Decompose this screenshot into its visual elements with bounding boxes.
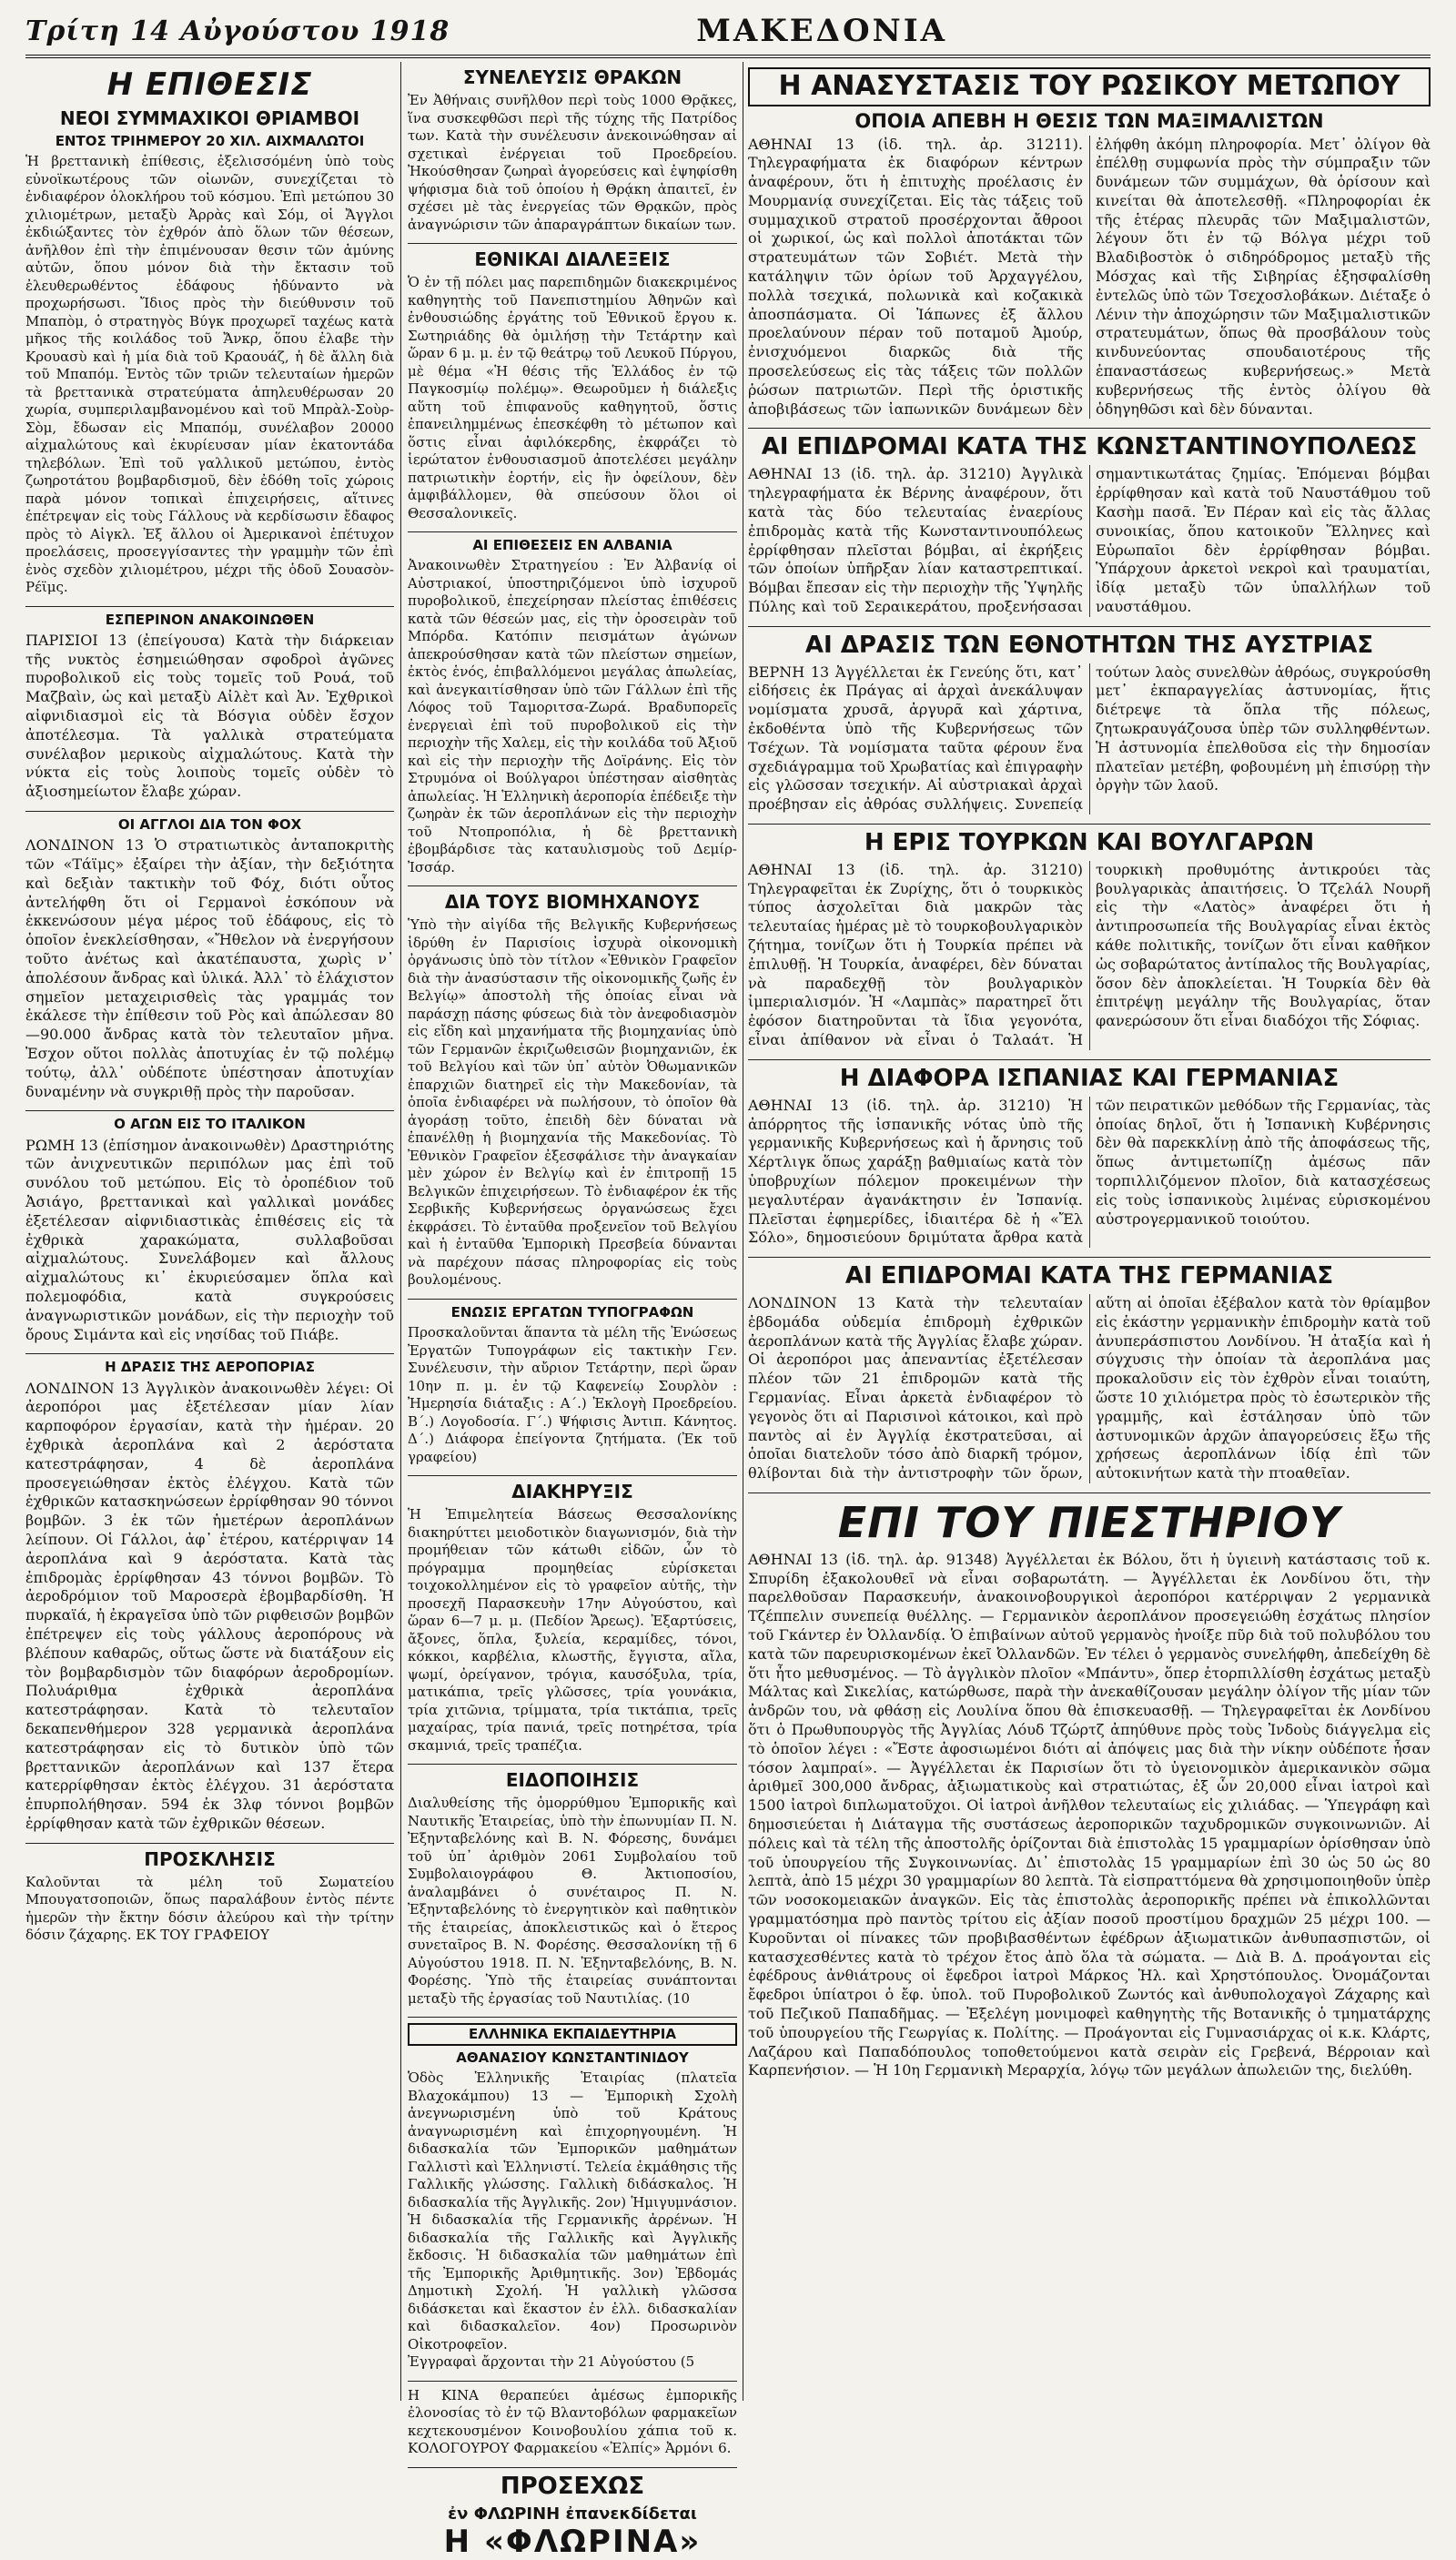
article-industrialists xyxy=(408,892,737,1290)
article-body: ΛΟΝΔΙΝΟΝ 13 Κατὰ τὴν τελευταίαν ἑβδομάδα οὐδεμία ἐπιδρομὴ ἐχθρικῶν ἀεροπλάνων κατὰ τῆς Ἀγγλίας ἔλαβε χώραν. Οἱ ἀεροπόροι μας ἀπεναντίας ἐξετέλεσαν πλέον τῶν 21 ἐπιδρομῶν κατὰ τῆς Γερμανίας. Εἶναι ἀρκετὰ ἐνδιαφέρον τὸ γεγονὸς ὅτι αἱ Παρισινοὶ κάτοικοι, καὶ πρὸ παντὸς αἱ ἐν Ἀγγλίᾳ ἐκστρατεῦσαι, αἱ ὁποῖαι διατελοῦν τόσο ἀπὸ διαρκῆ τρόμον, θλίβονται διὰ τὴν ἀντιστροφὴν τῶν ὅρων, αὕτη αἱ ὁποῖαι ἐξέβαλον κατὰ τὸν θρίαμβον εἰς ἑκάστην γερμανικὴν ἐπιδρομὴν κατὰ τοῦ ἀνυπεράσπιστου Λονδίνου. Ἡ ἀταξία καὶ ἡ σύγχυσις τὴν ὁποίαν τὰ ἀεροπλάνα μας προκαλοῦσιν εἰς τὸν ἐχθρὸν εἶναι τοιαύτη, ὥστε 10 χιλιόμετρα πρὸς τὸ ἐσωτερικὸν τῆς γραμμῆς, καὶ ἐστάλησαν ὑπὸ τῶν ἀστυνομικῶν ἀρχῶν ἀπαγορεύσεις ἔξω τῆς χρήσεως ἀεροπλάνων ἰδίᾳ ἐπὶ τῶν αὐτοκινήτων κατὰ τὴν πτοαθεῖαν. xyxy=(748,1294,1431,1482)
article-body: Ἐν Ἀθήναις συνῆλθον περὶ τοὺς 1000 Θρᾷκες, ἵνα συσκεφθῶσι περὶ τῆς τύχης τῆς Πατρίδος των. Κατὰ τὴν συνέλευσιν ἀνεκοινώθησαν αἱ σχετικαὶ ἐνέργειαι τοῦ Προεδρείου. Ἠκούσθησαν ζωηραὶ ἀγορεύσεις καὶ ἐψηφίσθη ψήφισμα διὰ τοῦ ὁποίου ἡ Θρᾴκη ἀπαιτεῖ, ἐν σχέσει μὲ τὰς ἐνεργείας τῶν Θρᾳκῶν, πρὸς ἀναγνώρισιν τῶν ἀπαραγράπτων δικαίων των. xyxy=(408,92,737,233)
article-body: Καλοῦνται τὰ μέλη τοῦ Σωματείου Μπουγατσοποιῶν, ὅπως παραλάβουν ἐντὸς πέντε ἡμερῶν τὴν ἔκτην δόσιν ἀλεύρου καὶ τὴν τρίτην δόσιν ζάχαρης. ΕΚ ΤΟΥ ΓΡΑΦΕΙΟΥ xyxy=(25,1873,394,1944)
divider xyxy=(25,1110,394,1111)
article-title: ΑΙ ΕΠΙΔΡΟΜΑΙ ΚΑΤΑ ΤΗΣ ΓΕΡΜΑΝΙΑΣ xyxy=(844,1262,1334,1290)
article-body: ΑΘΗΝΑΙ 13 (ἰδ. τηλ. ἀρ. 31211). Τηλεγραφήματα ἐκ διαφόρων κέντρων ἀναφέρουν, ὅτι ἡ ἐπιτυχὴς προέλασις ἐν Μουρμανίᾳ συνεχίζεται. Εἰς τὰς τάξεις τοῦ συμμαχικοῦ στρατοῦ προσέρχονται ἄθροοι οἱ χωρικοί, ὡς καὶ πολλοὶ ἀποτάκται τῶν στρατευμάτων τῶν Σοβιέτ. Μετὰ τὴν κατάληψιν τῶν ὁρίων τοῦ Ἀρχαγγέλου, πολλὰ τσεχικά, πολωνικὰ καὶ κοζακικὰ ἀποσπάσματα. Οἱ Ἰάπωνες ἐξ ἄλλου προελαύνουν πέραν τοῦ ποταμοῦ Ἀμούρ, ἐνισχυόμενοι διαρκῶς διὰ τῆς προσελεύσεως εἰς τὰς τάξεις τῶν πολλῶν ῥώσων πατριωτῶν. Περὶ τῆς ὁριστικῆς ἀποβιβάσεως τῶν ἰαπωνικῶν δυνάμεων δὲν ἐλήφθη ἀκόμη πληροφορία. Μετ᾽ ὀλίγον θὰ ἐπέλθῃ συμφωνία πρὸς τὴν σύμπραξιν τῶν δυνάμεων τῶν συμμάχων, θὰ ὁρίσουν καὶ κινείται θὰ ἀποτελεσθῇ. «Πληροφορίαι ἐκ τῆς ἑτέρας πλευρᾶς τῶν Μαξιμαλιστῶν, λέγουν ὅτι ἐν τῷ Βόλγα μέχρι τοῦ Βλαδιβοστὸκ ὁ σιδηρόδρομος μεταξὺ τῆς Μόσχας καὶ τῆς Σιβηρίας ἐξησφαλίσθη ἐντελῶς ὑπὸ τῶν Τσεχοσλοβάκων. Διέταξε ὁ Λένιν τὴν ἀποχώρησιν τῶν Μαξιμαλιστικῶν στρατευμάτων, ὅπως θὰ προσβάλουν τοὺς κινδυνεύοντας σπουδαιοτέρους τῆς ἐπαναστάσεως κυβερνήσεως.» Μετὰ κυβερνήσεως τῆς ἐντὸς ὀλίγου θὰ ὁδηγηθῶσι καὶ δὲν δύνανται. xyxy=(748,135,1431,418)
article-italian-front xyxy=(25,1117,394,1344)
article-spain-germany xyxy=(748,1066,1431,1248)
article-title: ΔΙΑΚΗΡΥΞΙΣ xyxy=(511,1481,633,1503)
divider xyxy=(408,531,737,532)
column-1 xyxy=(25,62,394,2401)
column-2 xyxy=(408,62,737,2560)
divider xyxy=(25,811,394,812)
article-proclamation xyxy=(408,1482,737,1755)
column-rule xyxy=(400,62,401,2401)
masthead xyxy=(25,7,1431,58)
article-albania xyxy=(408,538,737,876)
article-title: Ο ΑΓΩΝ ΕΙΣ ΤΟ ΙΤΑΛΙΚΟΝ xyxy=(114,1116,306,1133)
article-title: ΑΙ ΕΠΙΔΡΟΜΑΙ ΚΑΤΑ ΤΗΣ ΚΩΝΣΤΑΝΤΙΝΟΥΠΟΛΕΩΣ xyxy=(761,433,1418,461)
article-national-lectures xyxy=(408,249,737,522)
article-title: ΣΥΝΕΛΕΥΣΙΣ ΘΡΑΚΩΝ xyxy=(462,66,682,88)
article-title: ΑΙ ΔΡΑΣΙΣ ΤΩΝ ΕΘΝΟΤΗΤΩΝ ΤΗΣ ΑΥΣΤΡΙΑΣ xyxy=(804,631,1374,659)
article-body: ΑΘΗΝΑΙ 13 (ἰδ. τηλ. ἀρ. 31210) Τηλεγραφεῖται ἐκ Ζυρίχης, ὅτι ὁ τουρκικὸς τύπος ἀσχολεῖται διὰ μακρῶν τὰς τελευταίας ἡμέρας μὲ τὸ τουρκοβουλγαρικὸν ζήτημα, τονίζων ὅτι ἡ Τουρκία πρέπει νὰ ἐπιλυθῇ. Ἡ Τουρκία, ἀναφέρει, δὲν δύναται νὰ παραδεχθῇ τὸν βουλγαρικὸν ἰμπεριαλισμόν. Ἡ «Λαμπὰς» παρατηρεῖ ὅτι ἐφόσον διατηροῦνται τὰ ἴδια γεγονότα, εἶναι ἀπίθανον νὰ εἶναι ὁ Ταλαάτ. Ἡ τουρκικὴ προθυμότης ἀντικρούει τὰς βουλγαρικὰς ἀπαιτήσεις. Ὁ Τζελάλ Νουρῆ εἰς τὴν «Λατὸς» ἀναφέρει ὅτι ἡ ἀντιπροσωπεία τῆς Βουλγαρίας εἶναι ἐκτὸς κάθε πολιτικῆς, τονίζων ὅτι εἶναι καθῆκον ὡς σοβαρώτατος ἀντίπαλος τῆς Βουλγαρίας, ὅσον δὲν ἀποκλείεται. Ἡ Τουρκία δὲν θὰ ἐπιτρέψῃ μεγάλην τῆς Βουλγαρίας, ὅταν φανερώσουν ὅτι εἶναι διαδόχοι τῆς Σόφιας. xyxy=(748,860,1431,1049)
article-title: Η ΕΠΙΘΕΣΙΣ xyxy=(106,66,313,103)
article-body: ΑΘΗΝΑΙ 13 (ἰδ. τηλ. ἀρ. 31210) Ἡ ἀπόρρητος τῆς ἰσπανικῆς νότας ὑπὸ τῆς γερμανικῆς Κυβερνήσεως καὶ ἡ ἄρνησις τοῦ Χέρτλιγκ ὅπως χαράξῃ βαθμιαίως κατὰ τὸν ὑποβρυχίων πόλεμον προκειμένων τὴν μεγαλυτέραν ἀγανάκτησιν ἐν Ἰσπανίᾳ. Πλεῖσται ἐφημερίδες, ἰδιαιτέρα δὲ ἡ «Ἔλ Σόλο», δημοσιεύουν δριμύτατα ἄρθρα κατὰ τῶν πειρατικῶν μεθόδων τῆς Γερμανίας, τὰς ὁποίας δηλοῖ, ὅτι ἡ Ἰσπανικὴ Κυβέρνησις δὲν θὰ παρεκκλίνῃ ἀπὸ τῆς ἀποφάσεως τῆς, ὅπως ἀντιμετωπίζῃ ἀμέσως πᾶν τορπιλλιζόμενον πλοῖον, διὰ κατασχέσεως εἰς τοὺς ἰσπανικοὺς λιμένας εὑρισκομένου αὐστρογερμανικοῦ τοιούτου. xyxy=(748,1096,1431,1247)
article-title: ΕΛΛΗΝΙΚΑ ΕΚΠΑΙΔΕΥΤΗΡΙΑ xyxy=(408,2023,737,2046)
article-title: Η ΕΡΙΣ ΤΟΥΡΚΩΝ ΚΑΙ ΒΟΥΛΓΑΡΩΝ xyxy=(864,828,1315,856)
article-english-foch xyxy=(25,817,394,1101)
article-body: Ὁ ἐν τῇ πόλει μας παρεπιδημῶν διακεκριμένος καθηγητὴς τοῦ Πανεπιστημίου Ἀθηνῶν καὶ ἐνθουσιώδης ἐργάτης τοῦ Ἐθνικοῦ ἔργου κ. Σωτηριάδης θὰ ὁμιλήσῃ τὴν Τετάρτην καὶ ὥραν 6 μ. μ. ἐν τῷ θεάτρῳ τοῦ Λευκοῦ Πύργου, μὲ θέμα «Ἡ θέσις τῆς Ἑλλάδος ἐν τῷ Παγκοσμίῳ πολέμῳ». Θεωροῦμεν ἡ διάλεξις αὕτη τοῦ ἐπιφανοῦς καθηγητοῦ, ὅστις ἐπανειλημμένως ἐπεσκέφθη τὸ μέτωπον καὶ ὅστις εἶναι ἀφιλόκερδης, ἐκφράζει τὸ ἱερώτατον ἐνθουσιασμοῦ ἀποτελέσει μεγάλην πατριωτικὴν ἑορτήν, εἰς ἣν ὀφείλουν, δὲν ἀμφιβάλλομεν, θὰ σπεύσουν ὅλοι οἱ Θεσσαλονικεῖς. xyxy=(408,274,737,521)
newspaper-name: ΜΑΚΕΔΟΝΙΑ xyxy=(696,13,948,49)
divider xyxy=(25,606,394,607)
divider xyxy=(748,1059,1431,1060)
article-title: ΕΣΠΕΡΙΝΟΝ ΑΝΑΚΟΙΝΩΘΕΝ xyxy=(105,611,315,628)
divider xyxy=(408,2381,737,2382)
divider xyxy=(408,243,737,244)
divider xyxy=(748,1492,1431,1493)
divider xyxy=(408,885,737,886)
article-title: ΕΠΙ ΤΟΥ ΠΙΕΣΤΗΡΙΟΥ xyxy=(837,1497,1341,1547)
article-line: ἐν ΦΛΩΡΙΝΗ ἐπανεκδίδεται xyxy=(448,2504,697,2524)
article-body: ΑΘΗΝΑΙ 13 (ἰδ. τηλ. ἀρ. 91348) Ἀγγέλλεται ἐκ Βόλου, ὅτι ἡ ὑγιεινὴ κατάστασις τοῦ κ. Σπυρίδη ἐξακολουθεῖ νὰ εἶναι σοβαρωτάτη. — Ἀγγέλλεται ἐκ Λονδίνου ὅτι, τὴν παρελθοῦσαν Παρασκευήν, ἀνακοινοβουργικοὶ ἀεροπόροι κατέρριψαν 2 γερμανικὰ Τζέππελιν συνεπείᾳ θυέλλης. — Γερμανικὸν ἀεροπλάνον προσεγειώθη ἐσχάτως πλησίον τοῦ Γκάντερ ἐν Ὀλλανδίᾳ. Ὁ ἐπιβαίνων αὐτοῦ γερμανὸς ἠνοίξε πῦρ διὰ τοῦ πολυβόλου του κατὰ τῶν παρευρισκομένων ἐκεῖ Ὀλλανδῶν. Ἐν τέλει ὁ γερμανὸς συνελήφθη, ἀπεδείχθη δὲ ὅτι ἦτο μεθυσμένος. — Τὸ ἀγγλικὸν πλοῖον «Μπάντυ», ὅπερ ἐτορπιλλίσθη ἐσχάτως μεταξὺ Μάλτας καὶ Σικελίας, κατώρθωσε, παρὰ τὴν ἀνεκαθίζουσαν μεγάλην ὀλίγον τῆς μίαν τῶν ἀνδρῶν του, νὰ φθάσῃ εἰς Λουλίνα ὅπου θὰ ἐπισκευασθῇ. — Τηλεγραφεῖται ἐκ Λονδίνου ὅτι ὁ Πρωθυπουργὸς τῆς Ἀγγλίας Λόυδ Τζώρτζ ἀπηύθυνε πρὸς τοὺς Ἰνδοὺς διάγγελμα εἰς τὸ ὁποῖον λέγει : «Ἔστε ἀφοσιωμένοι διότι αἱ ἀπόψεις μας διὰ τὴν νίκην οὐδέποτε ἦσαν τόσον λαμπραί». — Ἀγγέλλεται ἐκ Παρισίων ὅτι τὸ ὑγειονομικὸν ἀμερικανικὸν σῶμα ἀριθμεῖ 300,000 ἄνδρας, ἀξιωματικοὺς καὶ στρατιώτας, ἐξ ὧν 20,000 εἶναι ἰατροὶ καὶ 1500 ἰατροὶ διπλωματοῦχοι. Οἱ ἰατροὶ ἀνῆλθον τελευταίως εἰς χιλιάδας. — Ὑπεγράφη καὶ δημοσιεύεται ἡ Διάταγμα τῆς συστάσεως ἀεροπορικῶν ταχυδρομικῶν συγκοινωνιῶν. Αἱ πόλεις καὶ τὰ τέλη τῆς ἀποστολῆς ὁρίζονται διὰ ἐπιστολὰς 15 γραμμαρίων ὁρίσθησαν ὑπὸ τοῦ ὑπουργείου τῆς Συγκοινωνίας. Δι᾽ ἐπιστολὰς 15 γραμμαρίων ἐπὶ 30 ὡς 50 ὡς 80 λεπτὰ, ἀπὸ 15 μέχρι 30 γραμμαρίων 80 λεπτὰ. Τὰ εἰσπραττόμενα θὰ χρησιμοποιηθοῦν ὑπὲρ τῶν νοσοκομειακῶν ἀναγκῶν. Εἰς τὰς ἐπιστολὰς ἀεροπορικῆς πρέπει νὰ ἐπικολλῶνται γραμματόσημα πρὸ παντὸς τρίτου εἰς ἀξίαν ποσοῦ προστίμου δραχμῶν 25 μέχρι 100. — Κυροῦνται οἱ πίνακες τῶν προβιβασθέντων ἐφέδρων ἀξιωματικῶν ἀνθυπασπιστῶν, οἱ κατασχεσθέντες κατὰ τὸ τρέχον ἔτος ἀπὸ ὅλα τὰ σώματα. — Διὰ Β. Δ. προάγονται εἰς ἐφέδρους ἀνθιάτρους οἱ ἔφεδροι ἰατροὶ Μάρκος Ἡλ. καὶ Χρηστόπουλος. Ὀνομάζονται ἔφεδροι ὑπίατροι ὁ ἔφ. ὑπολ. τοῦ Πυροβολικοῦ Ζωντός καὶ ἀνθυπολοχαγοὶ Ζάχαρης καὶ τοῦ Πεζικοῦ Παπαδῆμας. — Ἐξελέγη μονιμοφεὶ καθηγητὴς τῆς Βοτανικῆς ὁ τμηματάρχης τοῦ ὑπουργείου τῆς Γεωργίας κ. Πολίτης. — Προάγονται εἰς Γυμνασιάρχας οἱ κ.κ. Κλάρτς, Λαζάρου καὶ Παπαδόπουλος τοποθετούμενοι κατὰ σειρὰν εἰς Γρεβενά, Βέρροιαν καὶ Καρπενήσιον. — Ἡ 10η Γερμανικὴ Μεραρχία, λόγῳ τῶν μεγάλων ἀπωλειῶν της, διελύθη. xyxy=(748,1550,1431,2079)
article-title: Η ΑΝΑΣΥΣΤΑΣΙΣ ΤΟΥ ΡΩΣΙΚΟΥ ΜΕΤΩΠΟΥ xyxy=(748,67,1431,106)
article-turks-bulgarians xyxy=(748,830,1431,1050)
article-title: ΕΘΝΙΚΑΙ ΔΙΑΛΕΞΕΙΣ xyxy=(474,248,671,270)
article-body: Ὑπὸ τὴν αἰγίδα τῆς Βελγικῆς Κυβερνήσεως ἱδρύθη ἐν Παρισίοις ἰσχυρὰ οἰκονομικὴ ὀργάνωσις ὑπὸ τὸν τίτλον «Ἐθνικὸν Γραφεῖον διὰ τὴν ἀνασύστασιν τῆς οἰκονομικῆς ζωῆς ἐν Βελγίῳ» ἀποστολὴ τῆς ὁποίας εἶναι νὰ παράσχῃ πάσης φύσεως διὰ τὸν ἀνεφοδιασμὸν εἰς εἴδη καὶ μηχανήματα τῆς βιομηχανίας ὑπὸ τῶν Γερμανῶν ἐκριζωθεισῶν βιομηχανιῶν, ἐκ τοῦ Βελγίου καὶ τῶν ὑπ᾽ αὐτὸν Ὀθωμανικῶν ἐπαρχιῶν διατηρεῖ εἰς τὴν Μακεδονίαν, τὰ ὁποῖα ἐνδιαφέρει νὰ πωλήσουν, τὸ ὁποῖον θὰ ἀγοράσῃ τοῦτο, ἐπειδὴ δὲν δύναται νὰ ἐπανέλθῃ ἡ βιομηχανία τῆς Μακεδονίας. Τὸ Ἐθνικὸν Γραφεῖον ἐξεσφάλισε τὴν ἀναγκαίαν μὲν χώρον ἐν Βελγίῳ καὶ ἐν ἐπιτροπῇ 15 Βελγικῶν ἐπιχειρήσεων. Τὸ ἐνδιαφέρον ἐκ τῆς Σερβικῆς Κυβερνήσεως ὀργανώσεως ἔχει ἐκφράσει. Τὸ ἐνταῦθα προξενεῖον τοῦ Βελγίου καὶ ἡ ἐνταῦθα Ἐμπορικὴ Πρεσβεία δύνανται νὰ παρέχουν πάσας πληροφορίας εἰς τοὺς βουλομένους. xyxy=(408,916,737,1289)
article-austria-nations xyxy=(748,632,1431,815)
article-body: Ἀνακοινωθὲν Στρατηγείου : Ἐν Ἀλβανίᾳ οἱ Αὐστριακοί, ὑποστηριζόμενοι ὑπὸ ἰσχυροῦ πυροβολικοῦ, ἐπεχείρησαν πλείστας ἐπιθέσεις κατὰ τῶν θέσεών μας, εἰς τὴν ὀροσειρὰν τοῦ Μπόρδα. Κατόπιν πεισμάτων ἀγώνων ἀπεκρούσθησαν κατὰ τῶν πλείστων σημείων, ἐκτὸς ἑνός, ἐπιβαλλόμενοι μεγάλας ἀπωλείας, καὶ ἀνεγκαιτίσθησαν ὑπὸ τῶν Γάλλων ἐπὶ τῆς Λόφος τοῦ Ταμοριτσα-Ζωρά. Βραδυπορεῖς ἐνεργειαὶ ἐπὶ τοῦ πυροβολικοῦ εἰς τὴν περιοχὴν τῆς Χαλεμ, εἰς τὴν κοιλάδα τοῦ Ἀξιοῦ καὶ εἰς τὴν περιοχὴν τῆς Δοϊράνης. Εἰς τὸν Στρυμόνα οἱ Βούλγαροι ὑπέστησαν αἰσθητὰς ἀπωλείας. Ἡ Ἑλληνικὴ ἀεροπορία ἐπέδειξε τὴν ζωηρὰν ἐκ τῶν ἀεροπλάνων εἰς τὴν περιοχὴν τοῦ Ντοπροπόλια, ἡ δὲ βρεττανικὴ ἐβομβάρδισε τὰς καταυλισμοὺς τοῦ Δεμίρ-Ἰσσάρ. xyxy=(408,557,737,875)
article-body: ΡΩΜΗ 13 (ἐπίσημον ἀνακοινωθὲν) Δραστηριότης τῶν ἀνιχνευτικῶν περιπόλων μας ἐπὶ τοῦ συνόλου τοῦ μετώπου. Εἰς τὸ ὀροπέδιον τοῦ Ἀσιάγο, βρεττανικαὶ καὶ γαλλικαὶ μονάδες ἐξετέλεσαν αἰφνιδιαστικὰς ἐπιθέσεις εἰς τὰ ἐχθρικὰ χαρακώματα, συλλαβοῦσαι αἰχμαλώτους. Συνελάβομεν καὶ ἄλλους αἰχμαλώτους κι᾽ ἐκυριεύσαμεν ὅπλα καὶ πολεμοφόδια, κατὰ συγκρούσεις ἀναγνωριστικῶν μονάδων, εἰς τὴν περιοχὴν τοῦ ὄρους Σιμάντα καὶ εἰς νησίδας τοῦ Πιάβε. xyxy=(25,1136,394,1343)
divider xyxy=(748,824,1431,825)
article-title: ΠΡΟΣΚΛΗΣΙΣ xyxy=(144,1847,276,1870)
article-subtitle: ΝΕΟΙ ΣΥΜΜΑΧΙΚΟΙ ΘΡΙΑΜΒΟΙ xyxy=(59,107,360,130)
article-body: Ὁδὸς Ἑλληνικῆς Ἑταιρίας (πλατεῖα Βλαχοκάμπου) 13 — Ἐμπορικὴ Σχολὴ ἀνεγνωρισμένη ὑπὸ τοῦ Κράτους ἀναγνωρισμένη καὶ ἐπιχορηγουμένη. Ἡ διδασκαλία τῶν Ἐμπορικῶν μαθημάτων Γαλλιστὶ καὶ Ἑλληνιστί. Τελεία ἐκμάθησις τῆς Γαλλικῆς γλώσσης. Γαλλικὴ διδάσκαλος. Ἡ διδασκαλία τῆς Ἀγγλικῆς. 2ον) Ἡμιγυμνάσιον. Ἡ διδασκαλία τῆς Γερμανικῆς ἀρρένων. Ἡ διδασκαλία τῆς Γαλλικῆς καὶ Ἀγγλικῆς ἔκδοσις. Ἡ διδασκαλία τῶν μαθημάτων ἐπὶ τῆς Ἐμπορικῆς Ἀριθμητικῆς. 3ον) Ἐβδομάς Δημοτικὴ Σχολή. Ἡ γαλλικὴ γλῶσσα διδάσκεται καὶ ἕκαστον ἐν ἑλλ. διδασκαλίαν καὶ διδασκαλεῖον. 4ον) Προσωρινὸν Οἰκοτροφεῖον. xyxy=(408,2069,737,2353)
divider xyxy=(408,2467,737,2468)
advert-body: Η ΚΙΝΑ θεραπεύει ἀμέσως ἐμπορικῆς ἐλονοσίας τὸ ἐν τῷ Βλαντοβόλων φαρμακεῖων κεχτεκουσμένον Κοινοβουλίου χάπια τοῦ κ. ΚΟΛΟΓΟΥΡΟΥ Φαρμακείου «Ἐλπίς» Ἀρμόνι 6. xyxy=(408,2386,737,2457)
divider xyxy=(408,1475,737,1476)
article-title: ΕΙΔΟΠΟΙΗΣΙΣ xyxy=(505,1769,640,1791)
article-notice xyxy=(408,1770,737,2008)
article-typographers xyxy=(408,1305,737,1466)
florina-slogan: Η «ΦΛΩΡΙΝΑ» xyxy=(443,2523,702,2560)
divider xyxy=(748,428,1431,429)
article-body: ΒΕΡΝΗ 13 Ἀγγέλλεται ἐκ Γενεύης ὅτι, κατ᾽ εἰδήσεις ἐκ Πράγας αἱ ἀρχαὶ ἀνεκάλυψαν νομίσματα χρυσᾶ, ἀργυρᾶ καὶ χάρτινα, ἐκδοθέντα ὑπὸ τῆς Κυβερνήσεως τῶν Τσέχων. Τὰ νομίσματα ταῦτα φέρουν ἕνα σχεδιάγραμμα τοῦ Χρωβατίας καὶ ἐπιγραφὴν εἰς γλῶσσαν τσεχικήν. Αἱ αὐστριακαὶ ἀρχαὶ προέβησαν εἰς ἀθρόας συλλήψεις. Συνεπείᾳ τούτων λαὸς συνελθὼν ἀθρόως, συγκρούσθη μετ᾽ ἐκπαραγγελίας ἀστυνομίας, ἥτις διέτρεψε τὰ ὅπλα τῆς πόλεως, ζητωκραυγάζουσα ὑπὲρ τῶν συλληφθέντων. Ἡ ἀστυνομία ἐπελθοῦσα εἰς τὴν δημοσίαν πλατεῖαν μετέβη, φοβουμένη μὴ ἐπισύρῃ τὴν ὀργὴν τῶν λαοῦ. xyxy=(748,663,1431,814)
article-body: ΑΘΗΝΑΙ 13 (ἰδ. τηλ. ἀρ. 31210) Ἀγγλικὰ τηλεγραφήματα ἐκ Βέρνης ἀναφέρουν, ὅτι κατὰ τὰς δύο τελευταίας ἐναερίους ἐπιδρομὰς κατὰ τῆς Κωνσταντινουπόλεως ἐρρίφθησαν πλεῖσται βόμβαι, αἱ ἐκρήξεις τῶν ὁποίων ὑπῆρξαν λίαν καταστρεπτικαί. Βόμβαι ἔπεσαν εἰς τὴν περιοχὴν τῆς Ὑψηλῆς Πύλης καὶ τοῦ Σεραικεράτου, προξενήσασαι σημαντικωτάτας ζημίας. Ἑπόμεναι βόμβαι ἐρρίφθησαν καὶ κατὰ τοῦ Ναυστάθμου τοῦ Κασὴμ πασᾶ. Ἐν Πέραν καὶ εἰς τὰς ἄλλας συνοικίας, ὅπου κατοικοῦν Ἕλληνες καὶ Εὐρωπαῖοι δὲν ἐρρίφθησαν βόμβαι. Ὑπάρχουν ἀρκετοὶ νεκροὶ καὶ τραυματίαι, ἰδίᾳ μεταξὺ τῶν ὑπαλλήλων τοῦ ναυστάθμου. xyxy=(748,465,1431,615)
issue-date: Τρίτη 14 Αὐγούστου 1918 xyxy=(25,15,450,47)
article-body: ΠΑΡΙΣΙΟΙ 13 (ἐπείγουσα) Κατὰ τὴν διάρκειαν τῆς νυκτὸς ἐσημειώθησαν σφοδροὶ ἀγῶνες πυροβολικοῦ εἰς τοὺς τομεῖς τοῦ Ρουά, τοῦ Μαζβαὶν, ὡς καὶ μεταξὺ Αἰλὲτ καὶ Ἀν. Ἐχθρικοὶ αἰφνιδιασμοὶ εἰς τὰ Βόσγια οὐδὲν ἔσχον ἀποτέλεσμα. Τὰ γαλλικὰ στρατεύματα συνέλαβον μερικοὺς αἰχμαλώτους. Κατὰ τὴν νύκτα εἰς τοὺς λοιποὺς τομεῖς οὐδὲν τὸ ἀξιοσημείωτον ἔλαβε χώραν. xyxy=(25,631,394,801)
article-title: Η ΔΡΑΣΙΣ ΤΗΣ ΑΕΡΟΠΟΡΙΑΣ xyxy=(105,1359,315,1376)
article-title: ΔΙΑ ΤΟΥΣ ΒΙΟΜΗΧΑΝΟΥΣ xyxy=(444,891,701,914)
article-title: ΑΙ ΕΠΙΘΕΣΕΙΣ ΕΝ ΑΛΒΑΝΙΑ xyxy=(472,537,672,553)
divider xyxy=(408,1299,737,1300)
article-subtitle: ΟΠΟΙΑ ΑΠΕΒΗ Η ΘΕΣΙΣ ΤΩΝ ΜΑΞΙΜΑΛΙΣΤΩΝ xyxy=(854,109,1324,132)
article-title: Η ΔΙΑΦΟΡΑ ΙΣΠΑΝΙΑΣ ΚΑΙ ΓΕΡΜΑΝΙΑΣ xyxy=(839,1064,1340,1092)
article-attack xyxy=(25,67,394,597)
divider xyxy=(748,1257,1431,1258)
advert-quinine xyxy=(408,2387,737,2458)
divider xyxy=(748,626,1431,627)
column-3 xyxy=(748,62,1431,2401)
article-title: ΕΝΩΣΙΣ ΕΡΓΑΤΩΝ ΤΥΠΟΓΡΑΦΩΝ xyxy=(450,1303,694,1320)
article-title: ΟΙ ΑΓΓΛΟΙ ΔΙΑ ΤΟΝ ΦΟΧ xyxy=(117,816,302,834)
article-thracians xyxy=(408,67,737,234)
article-invitation xyxy=(25,1849,394,1945)
article-subtitle: ΑΘΑΝΑΣΙΟΥ ΚΩΝΣΤΑΝΤΙΝΙΔΟΥ xyxy=(456,2049,689,2067)
article-russian-front xyxy=(748,67,1431,419)
article-title: ΠΡΟΣΕΧΩΣ xyxy=(500,2472,645,2500)
article-subheading: ΕΝΤΟΣ ΤΡΙΗΜΕΡΟΥ 20 ΧΙΛ. ΑΙΧΜΑΛΩΤΟΙ xyxy=(55,133,365,150)
divider xyxy=(408,2017,737,2018)
article-body: Προσκαλοῦνται ἅπαντα τὰ μέλη τῆς Ἐνώσεως Ἐργατῶν Τυπογράφων εἰς τακτικὴν Γεν. Συνέλευσιν, τὴν αὔριον Τετάρτην, περὶ ὥραν 10ην π. μ. ἐν τῷ Καφενείῳ Σουρλὸν : Ἠμερησία διάταξις : Α΄.) Ἐκλογὴ Προεδρείου. Β΄.) Λογοδοσία. Γ΄.) Ψήφισις Ἀντιπ. Κάνητος. Δ΄.) Διάφορα ἐπείγοντα ζητήματα. (Ἐκ τοῦ γραφείου) xyxy=(408,1324,737,1465)
article-note: Ἐγγραφαὶ ἄρχονται τὴν 21 Αὐγούστου (5 xyxy=(408,2353,695,2371)
article-body: Ἡ βρεττανικὴ ἐπίθεσις, ἐξελισσόμένη ὑπὸ τοὺς εὐνοϊκωτέρους τῶν οἰωνῶν, συνεχίζεται τὸ ἐνδιαφέρον ὁλοκλήρου τοῦ κόσμου. Ἐπὶ μετώπου 30 χιλιομέτρων, μεταξὺ Ἀρρὰς καὶ Σόμ, οἱ Ἄγγλοι ἐκδιώξαντες τὸν ἐχθρόν ἀπὸ ὅλων τῶν θέσεων, ἀνῆλθον ἐπὶ τὴν ἐπιμένουσαν θεσιν τῶν ἀμύνης αὐτῶν, ὅπου μόνον διὰ τὴν ἔκτασιν τοῦ ἐλευθερωθέντος ἐδάφους ἠδύναντο νὰ προχωρήσωσι. Ἴδιος πρὸς τὴν διεύθυνσιν τοῦ Μπαπὸμ, ὁ στρατηγὸς Βύγκ προχωρεῖ ταχέως κατὰ μῆκος τῆς κοιλάδος τοῦ Ἄνκρ, ὅπου ἐλαβε τὴν Κρουασὺ καὶ ἡ μία διὰ τοῦ Κραουάζ, ἡ δὲ ἄλλη διὰ τοῦ Μπαπόμ. Ἐντὸς τῶν τριῶν τελευταίων ἡμερῶν τὰ βρεττανικὰ στρατεύματα ἀπηλευθέρωσαν 20 χωρία, συμπεριλαμβανομένου καὶ τοῦ Μπρὰλ-Σοὺρ-Σὸμ, ἔδωσαν εἰς Μπαπόμ, συνέλαβον 20000 αἰχμαλώτους καὶ ἐκυρίευσαν μίαν ἑκατοντάδα τηλεβόλων. Ἐπὶ τοῦ γαλλικοῦ μετώπου, ἐντὸς ζωηροτάτου βομβαρδισμοῦ, δὲν ἐδόθη τοῖς χώροις παρὰ μόνον τοπικαὶ ἐπιχειρήσεις, αἵτινες ἐπέτρεψαν εἰς τοὺς Γάλλους νὰ κερδίσωσιν ἔδαφος πρὸς τὸ Αἰγκλ. Ἐξ ἄλλου οἱ Ἀμερικανοὶ ἐπέτυχον προελάσεις, προσεγγίσαντες τὴν γραμμὴν τῶν ἐπὶ ἑνὸς σχεδὸν χιλιομέτρου, μέχρι τῆς ὁδοῦ Σουασὸν-Ρέϊμς. xyxy=(25,153,394,596)
article-evening-communique xyxy=(25,612,394,802)
article-body: ΛΟΝΔΙΝΟΝ 13 Ἀγγλικὸν ἀνακοινωθὲν λέγει: Οἱ ἀεροπόροι μας ἐξετέλεσαν μίαν λίαν καρποφόρον ἐργασίαν, κατὰ τὴν ἡμέραν. 20 ἐχθρικὰ ἀεροπλάνα καὶ 2 ἀερόστατα κατεστράφησαν, 4 δὲ ἀεροπλάνα προσεγειώθησαν ἐκτὸς ἐλέγχου. Κατὰ τῶν ἐχθρικῶν κατασκηνώσεων ἐρρίφθησαν 90 τόννοι βομβῶν. 3 ἐκ τῶν ἡμετέρων ἀεροπλάνων λείπουν. Οἱ Γάλλοι, ἀφ᾽ ἑτέρου, κατέρριψαν 14 ἀεροπλάνα καὶ 9 ἀερόστατα. Κατὰ τὰς ἐπιδρομὰς ἐρρίφθησαν 43 τόννοι βομβῶν. Τὸ ἀεροδρόμιον τοῦ Μαροσερὰ ἐβομβαρδίσθη. Ἡ πυρκαϊά, ἡ ἐκραγεῖσα ὑπὸ τῶν ριφθεισῶν βομβῶν ἐπέτρεψεν εἰς τοὺς γάλλους ἀεροπόρους νὰ βλέπουν καθαρῶς, οὕτως ὥστε νὰ διατάξουν εἰς τὸν βομβαρδισμὸν τῶν διαφόρων ἀεροδρομίων. Πολυάριθμα ἐχθρικὰ ἀεροπλάνα κατεστράφησαν. Κατὰ τὸ τελευταῖον δεκαπενθήμερον 328 γερμανικὰ ἀεροπλάνα κατεστράφησαν εἰς τὸ δυτικὸν ὑπὸ τῶν βρεττανικῶν ἀεροπλάνων καὶ 137 ἕτερα κατερρίφθησαν ἐκτὸς ἐλέγχου. 31 ἀερόστατα ἐπυρπολήθησαν. 594 ἐκ 3λφ τόννοι βομβῶν ἐρρίφθησαν κατὰ τῶν ἐχθρικῶν θέσεων. xyxy=(25,1379,394,1833)
divider xyxy=(25,1353,394,1354)
divider xyxy=(408,1764,737,1765)
article-air-force xyxy=(25,1360,394,1833)
article-on-the-press xyxy=(748,1499,1431,2080)
article-body: Ἡ Ἐπιμελητεία Βάσεως Θεσσαλονίκης διακηρύττει μειοδοτικὸν διαγωνισμόν, διὰ τὴν προμήθειαν τῶν κάτωθι εἰδῶν, ὧν τὸ πρόγραμμα προμηθείας εὑρίσκεται τοιχοκολλημένον εἰς τὸ γραφεῖον αὐτῆς, τὴν προσεχῆ Παρασκευὴν 17ην Αὐγούστου, καὶ ὥραν 6—7 μ. μ. (Πεδίον Ἄρεως). Ἐξαρτύσεις, ἄξονες, ὅπλα, ξυλεία, κεραμίδες, τόνοι, κόκκοι, καρβέλια, κλωστῆς, ἔγγιστα, αἴλα, ψωμί, ὀρείγανον, τρόγια, καυσόξυλα, τρία, ματικάπια, τρεῖς γλῶσσες, τρία γουνάκια, τρία χιτῶνια, τρίμματα, τρία τικτάπια, τρεῖς μαχαίρας, τρία πανιά, τρεῖς ποτηρέτσα, τρία σκαμνιά, τρεῖς τραπέζια. xyxy=(408,1506,737,1754)
article-body: ΛΟΝΔΙΝΟΝ 13 Ὁ στρατιωτικὸς ἀνταποκριτὴς τῶν «Τάϊμς» ἐξαίρει τὴν ἀξίαν, τὴν δεξιότητα καὶ δεξιὰν τακτικὴν τοῦ Φόχ, διότι οὗτος ἀντελήφθη ὅτι οἱ Γερμανοὶ ἐσκόπουν νὰ ἐκκενώσουν μέγα μέρος τοῦ ἐδάφους, εἰς τὸ ὁποῖον ἐνεκλείσθησαν, «Ἤθελον νὰ ἐνεργήσουν τοῦτο ἀνέτως καὶ ἀκατέπαυστα, χωρὶς ν᾽ ἀπολέσουν ἄνδρας καὶ ὑλικά. Ἀλλ᾽ τὸ ἐλάχιστον σημεῖον μεταχειρισθεὶς τὰς γραμμάς τον ἐκάλεσε τὴν ἐπίθεσιν τοῦ Ρὸς καὶ ἀπώλεσαν 80—90.000 ἄνδρας κατὰ τὸν τελευταῖον μῆνα. Ἐσχον οὕτοι πολλὰς ἀποτυχίας ἐν τῷ πολέμῳ τούτῳ, ἀλλ᾽ οὐδέποτε ὑπέστησαν ἀποτυχίαν δυναμένην νὰ συγκριθῇ πρὸς τὴν παροῦσαν. xyxy=(25,836,394,1100)
article-coming-soon xyxy=(408,2474,737,2560)
article-body: Διαλυθείσης τῆς ὁμορρύθμου Ἐμπορικῆς καὶ Ναυτικῆς Ἑταιρείας, ὑπὸ τὴν ἐπωνυμίαν Π. Ν. Ἐξηνταβελόνης καὶ Β. Ν. Φόρεσης, δυνάμει τοῦ ὑπ᾽ ἀριθμὸν 2061 Συμβολαίου τοῦ Συμβολαιογράφου Θ. Ἀκτιοποσίου, ἀναλαμβάνει ὁ συνέταιρος Π. Ν. Ἐξηνταβελόνης τὸ ἐνεργητικὸν καὶ παθητικὸν τῆς ἑταιρείας, ἀποκλειστικῶς καὶ ὁ ἕτερος συνεταῖρος Β. Ν. Φορέσης. Θεσσαλονίκη τῇ 6 Αὐγούστου 1918. Π. Ν. Ἐξηνταβελόνης, Β. Ν. Φορέσης. Ὑπὸ τῆς ἐταιρείας συνάπτονται μεταξὺ τῆς ἐργασίας τοῦ Ναυτιλίας. (10 xyxy=(408,1795,737,2007)
article-germany-raids xyxy=(748,1263,1431,1483)
divider xyxy=(25,1843,394,1844)
article-schools xyxy=(408,2023,737,2372)
article-constantinople-raids xyxy=(748,434,1431,616)
